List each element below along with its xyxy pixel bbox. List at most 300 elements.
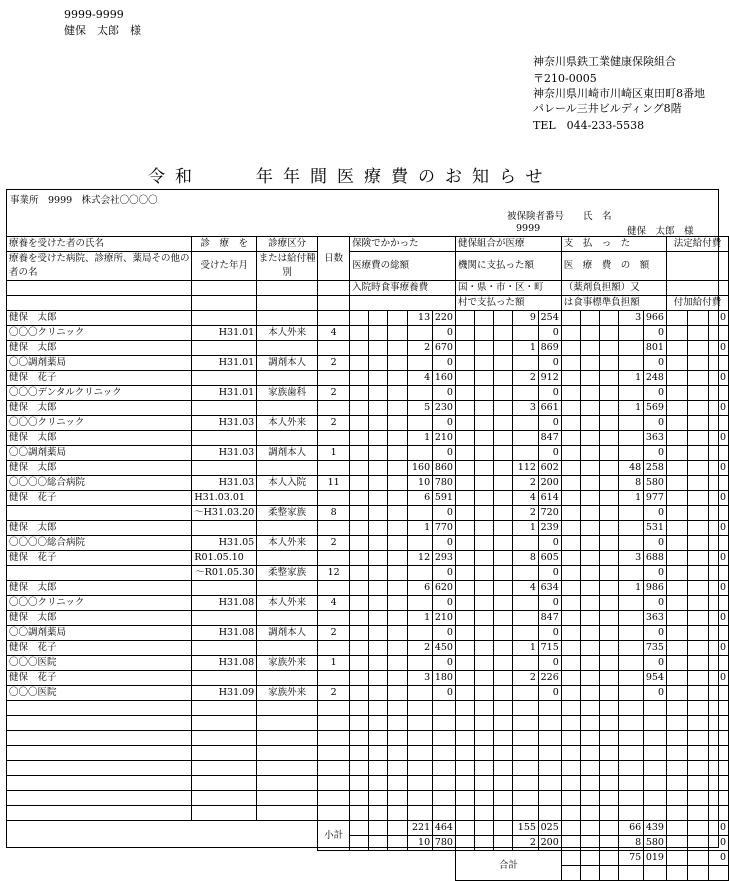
self-units: 954 bbox=[644, 671, 667, 686]
total-units: 450 bbox=[433, 641, 456, 656]
meal-units: 0 bbox=[433, 626, 456, 641]
empty-cell bbox=[350, 311, 369, 326]
empty-cell bbox=[475, 776, 494, 791]
total-thousands: 2 bbox=[407, 641, 433, 656]
empty-cell bbox=[455, 416, 474, 431]
empty-cell bbox=[369, 701, 388, 716]
facility-name: 〇〇〇〇総合病院 bbox=[7, 536, 192, 551]
empty-cell bbox=[708, 746, 728, 761]
empty-cell bbox=[350, 776, 369, 791]
patient-name: 健保 花子 bbox=[7, 551, 192, 566]
insured-name: 健保 太郎 様 bbox=[627, 226, 694, 237]
empty-cell bbox=[687, 611, 708, 626]
empty-cell bbox=[687, 776, 708, 791]
self-units: 363 bbox=[644, 611, 667, 626]
empty-cell bbox=[369, 551, 388, 566]
header-total1: 保険でかかった bbox=[350, 237, 456, 252]
empty-cell bbox=[494, 596, 513, 611]
empty-cell bbox=[600, 851, 619, 866]
empty-cell bbox=[708, 761, 728, 776]
meal-thousands bbox=[407, 566, 433, 581]
header-self1: 支 払 っ た bbox=[561, 237, 666, 252]
self-units: 363 bbox=[644, 431, 667, 446]
facility-name: 〇〇調剤薬局 bbox=[7, 446, 192, 461]
empty-cell bbox=[600, 611, 619, 626]
legal-benefit: 0 bbox=[708, 551, 728, 566]
empty-cell bbox=[369, 806, 388, 821]
treatment-month: H31.01 bbox=[192, 386, 257, 401]
treatment-category: 家族歯科 bbox=[257, 386, 318, 401]
empty-cell bbox=[666, 476, 687, 491]
empty-cell bbox=[494, 461, 513, 476]
empty-cell bbox=[561, 476, 580, 491]
public-thousands bbox=[513, 656, 539, 671]
empty-cell bbox=[494, 356, 513, 371]
empty-cell bbox=[388, 506, 407, 521]
empty-cell bbox=[388, 701, 407, 716]
empty-cell bbox=[561, 326, 580, 341]
treatment-days: 2 bbox=[318, 416, 350, 431]
meal-thousands bbox=[407, 536, 433, 551]
empty-cell bbox=[369, 566, 388, 581]
empty-cell bbox=[687, 311, 708, 326]
empty-cell bbox=[7, 746, 192, 761]
empty-cell bbox=[369, 761, 388, 776]
empty-cell bbox=[475, 326, 494, 341]
meal-self-thousands bbox=[619, 506, 644, 521]
patient-name: 健保 太郎 bbox=[7, 611, 192, 626]
empty-cell bbox=[666, 521, 687, 536]
empty-cell bbox=[475, 431, 494, 446]
empty-cell bbox=[369, 611, 388, 626]
empty-cell bbox=[561, 611, 580, 626]
empty-cell bbox=[708, 446, 728, 461]
facility-name bbox=[7, 566, 192, 581]
public-thousands bbox=[513, 536, 539, 551]
empty-cell bbox=[666, 341, 687, 356]
paid-thousands: 1 bbox=[513, 641, 539, 656]
empty-cell bbox=[687, 491, 708, 506]
empty-cell bbox=[561, 851, 580, 866]
empty-cell bbox=[561, 536, 580, 551]
empty-cell bbox=[350, 656, 369, 671]
empty-cell bbox=[561, 311, 580, 326]
empty-cell bbox=[666, 356, 687, 371]
empty-cell bbox=[494, 821, 513, 836]
empty-cell bbox=[455, 476, 474, 491]
empty-cell bbox=[561, 461, 580, 476]
treatment-month: H31.05 bbox=[192, 536, 257, 551]
empty-cell bbox=[580, 326, 599, 341]
empty-cell bbox=[708, 416, 728, 431]
treatment-month-from bbox=[192, 641, 257, 656]
meal-thousands bbox=[407, 356, 433, 371]
empty-cell bbox=[538, 701, 561, 716]
paid-thousands bbox=[513, 431, 539, 446]
empty-cell bbox=[388, 386, 407, 401]
header-month2: 受けた年月 bbox=[192, 252, 257, 281]
empty-cell bbox=[369, 341, 388, 356]
empty-cell bbox=[407, 746, 433, 761]
total-thousands: 12 bbox=[407, 551, 433, 566]
empty-cell bbox=[388, 371, 407, 386]
meal-self-thousands bbox=[619, 656, 644, 671]
empty-cell bbox=[318, 776, 350, 791]
treatment-days: 2 bbox=[318, 356, 350, 371]
empty-cell bbox=[580, 851, 599, 866]
empty-cell bbox=[192, 716, 257, 731]
empty-cell bbox=[666, 671, 687, 686]
treatment-category: 柔整家族 bbox=[257, 566, 318, 581]
meal-thousands bbox=[407, 416, 433, 431]
treatment-month: H31.01 bbox=[192, 356, 257, 371]
total-thousands: 160 bbox=[407, 461, 433, 476]
empty-cell bbox=[494, 611, 513, 626]
kubun-blank bbox=[257, 341, 318, 356]
empty-cell bbox=[407, 791, 433, 806]
empty-cell bbox=[318, 701, 350, 716]
legal-benefit: 0 bbox=[708, 671, 728, 686]
empty-cell bbox=[369, 641, 388, 656]
empty-cell bbox=[561, 656, 580, 671]
empty-cell bbox=[350, 746, 369, 761]
empty-cell bbox=[513, 746, 539, 761]
empty-cell bbox=[580, 776, 599, 791]
empty-cell bbox=[600, 701, 619, 716]
empty-cell bbox=[318, 791, 350, 806]
empty-cell bbox=[475, 671, 494, 686]
subtotal-self-thousands: 66 bbox=[619, 821, 644, 836]
empty-cell bbox=[350, 431, 369, 446]
empty-cell bbox=[455, 551, 474, 566]
empty-cell bbox=[600, 626, 619, 641]
header-blank bbox=[350, 296, 456, 311]
empty-cell bbox=[369, 791, 388, 806]
meal-units: 0 bbox=[433, 356, 456, 371]
empty-row bbox=[7, 806, 729, 821]
empty-cell bbox=[407, 701, 433, 716]
kubun-blank bbox=[257, 401, 318, 416]
empty-cell bbox=[407, 716, 433, 731]
empty-cell bbox=[708, 596, 728, 611]
empty-cell bbox=[388, 641, 407, 656]
meal-self-thousands bbox=[619, 356, 644, 371]
meal-thousands bbox=[407, 596, 433, 611]
empty-cell bbox=[494, 641, 513, 656]
table-row bbox=[7, 311, 729, 326]
empty-cell bbox=[388, 536, 407, 551]
empty-cell bbox=[687, 356, 708, 371]
subtotal-meal-units: 780 bbox=[433, 836, 456, 851]
empty-cell bbox=[708, 791, 728, 806]
kubun-blank bbox=[257, 551, 318, 566]
total-units: 180 bbox=[433, 671, 456, 686]
header-kubun2: または給付種別 bbox=[257, 252, 318, 281]
empty-cell bbox=[455, 356, 474, 371]
header-blank bbox=[257, 296, 318, 311]
public-thousands bbox=[513, 326, 539, 341]
empty-cell bbox=[708, 686, 728, 701]
empty-cell bbox=[455, 611, 474, 626]
empty-cell bbox=[708, 626, 728, 641]
legal-benefit: 0 bbox=[708, 581, 728, 596]
empty-cell bbox=[561, 521, 580, 536]
empty-cell bbox=[644, 746, 667, 761]
paid-thousands: 112 bbox=[513, 461, 539, 476]
total-thousands: 2 bbox=[407, 341, 433, 356]
empty-cell bbox=[600, 836, 619, 851]
total-units: 591 bbox=[433, 491, 456, 506]
empty-cell bbox=[407, 776, 433, 791]
public-thousands bbox=[513, 566, 539, 581]
empty-cell bbox=[369, 626, 388, 641]
subtotal-added: 0 bbox=[708, 836, 728, 851]
empty-cell bbox=[600, 776, 619, 791]
subtotal-legal: 0 bbox=[708, 821, 728, 836]
empty-cell bbox=[475, 401, 494, 416]
empty-cell bbox=[318, 746, 350, 761]
empty-cell bbox=[369, 356, 388, 371]
meal-self-units: 0 bbox=[644, 326, 667, 341]
empty-cell bbox=[350, 416, 369, 431]
empty-cell bbox=[600, 746, 619, 761]
empty-cell bbox=[350, 521, 369, 536]
treatment-days: 12 bbox=[318, 566, 350, 581]
medical-expense-table bbox=[6, 236, 729, 881]
empty-cell bbox=[455, 461, 474, 476]
empty-cell bbox=[455, 536, 474, 551]
kubun-blank bbox=[257, 521, 318, 536]
empty-cell bbox=[369, 326, 388, 341]
empty-cell bbox=[388, 581, 407, 596]
days-blank bbox=[318, 341, 350, 356]
empty-cell bbox=[600, 806, 619, 821]
empty-cell bbox=[600, 476, 619, 491]
empty-cell bbox=[257, 761, 318, 776]
header-name1: 療養を受けた者の氏名 bbox=[7, 237, 192, 252]
empty-cell bbox=[494, 386, 513, 401]
meal-self-units: 0 bbox=[644, 686, 667, 701]
empty-cell bbox=[600, 371, 619, 386]
empty-cell bbox=[350, 461, 369, 476]
empty-cell bbox=[644, 776, 667, 791]
subtotal-total-units: 464 bbox=[433, 821, 456, 836]
public-units: 0 bbox=[538, 446, 561, 461]
table-row bbox=[7, 551, 729, 566]
treatment-month-from bbox=[192, 671, 257, 686]
empty-cell bbox=[666, 806, 687, 821]
empty-cell bbox=[687, 581, 708, 596]
empty-cell bbox=[369, 521, 388, 536]
empty-cell bbox=[708, 506, 728, 521]
public-thousands bbox=[513, 356, 539, 371]
treatment-month: H31.01 bbox=[192, 326, 257, 341]
empty-cell bbox=[494, 701, 513, 716]
empty-cell bbox=[561, 821, 580, 836]
empty-cell bbox=[455, 491, 474, 506]
empty-row bbox=[7, 791, 729, 806]
empty-cell bbox=[561, 446, 580, 461]
empty-cell bbox=[687, 866, 708, 881]
empty-cell bbox=[475, 341, 494, 356]
public-thousands bbox=[513, 596, 539, 611]
empty-cell bbox=[619, 701, 644, 716]
empty-cell bbox=[561, 746, 580, 761]
kubun-blank bbox=[257, 431, 318, 446]
total-units: 210 bbox=[433, 431, 456, 446]
empty-cell bbox=[708, 476, 728, 491]
facility-name: 〇〇調剤薬局 bbox=[7, 356, 192, 371]
empty-cell bbox=[475, 536, 494, 551]
empty-cell bbox=[580, 416, 599, 431]
empty-cell bbox=[455, 566, 474, 581]
empty-cell bbox=[619, 731, 644, 746]
empty-cell bbox=[433, 776, 456, 791]
meal-self-units: 0 bbox=[644, 566, 667, 581]
self-units: 977 bbox=[644, 491, 667, 506]
empty-cell bbox=[455, 446, 474, 461]
days-blank bbox=[318, 671, 350, 686]
empty-cell bbox=[455, 716, 474, 731]
empty-cell bbox=[538, 746, 561, 761]
empty-cell bbox=[666, 326, 687, 341]
empty-cell bbox=[257, 731, 318, 746]
paid-units: 239 bbox=[538, 521, 561, 536]
empty-cell bbox=[666, 566, 687, 581]
empty-cell bbox=[388, 341, 407, 356]
empty-cell bbox=[257, 746, 318, 761]
empty-cell bbox=[350, 476, 369, 491]
empty-row bbox=[7, 701, 729, 716]
empty-cell bbox=[580, 401, 599, 416]
empty-cell bbox=[475, 611, 494, 626]
empty-cell bbox=[455, 431, 474, 446]
header-paid4: 村で支払った額 bbox=[455, 296, 561, 311]
empty-cell bbox=[350, 506, 369, 521]
treatment-category: 本人外来 bbox=[257, 536, 318, 551]
empty-cell bbox=[369, 416, 388, 431]
empty-cell bbox=[600, 431, 619, 446]
empty-cell bbox=[666, 866, 687, 881]
empty-cell bbox=[619, 866, 644, 881]
empty-cell bbox=[388, 821, 407, 836]
empty-cell bbox=[388, 521, 407, 536]
paid-units: 226 bbox=[538, 671, 561, 686]
empty-cell bbox=[619, 746, 644, 761]
treatment-month: H31.03 bbox=[192, 446, 257, 461]
empty-cell bbox=[494, 311, 513, 326]
empty-cell bbox=[433, 761, 456, 776]
empty-cell bbox=[666, 431, 687, 446]
empty-cell bbox=[687, 821, 708, 836]
paid-units: 254 bbox=[538, 311, 561, 326]
total-units: 770 bbox=[433, 521, 456, 536]
recipient-postal: 9999-9999 bbox=[64, 8, 124, 21]
empty-cell bbox=[350, 326, 369, 341]
treatment-month: H31.03 bbox=[192, 476, 257, 491]
table-row bbox=[7, 671, 729, 686]
patient-name: 健保 太郎 bbox=[7, 431, 192, 446]
empty-cell bbox=[600, 311, 619, 326]
patient-name: 健保 花子 bbox=[7, 491, 192, 506]
empty-cell bbox=[708, 731, 728, 746]
legal-benefit: 0 bbox=[708, 521, 728, 536]
treatment-category: 家族外来 bbox=[257, 656, 318, 671]
header-blank bbox=[192, 296, 257, 311]
empty-cell bbox=[580, 866, 599, 881]
empty-cell bbox=[455, 836, 474, 851]
empty-cell bbox=[388, 836, 407, 851]
empty-cell bbox=[600, 521, 619, 536]
header-blank bbox=[7, 296, 192, 311]
legal-benefit: 0 bbox=[708, 341, 728, 356]
empty-cell bbox=[494, 581, 513, 596]
treatment-month: H31.08 bbox=[192, 656, 257, 671]
days-blank bbox=[318, 401, 350, 416]
meal-self-thousands bbox=[619, 386, 644, 401]
grand-self-thousands: 75 bbox=[619, 851, 644, 866]
empty-cell bbox=[192, 761, 257, 776]
empty-cell bbox=[708, 716, 728, 731]
days-blank bbox=[318, 431, 350, 446]
empty-row bbox=[7, 746, 729, 761]
empty-cell bbox=[687, 701, 708, 716]
empty-cell bbox=[644, 731, 667, 746]
empty-cell bbox=[369, 581, 388, 596]
paid-thousands: 4 bbox=[513, 581, 539, 596]
days-blank bbox=[318, 611, 350, 626]
empty-cell bbox=[644, 716, 667, 731]
empty-cell bbox=[388, 416, 407, 431]
table-row bbox=[7, 596, 729, 611]
empty-cell bbox=[388, 776, 407, 791]
empty-cell bbox=[475, 686, 494, 701]
empty-cell bbox=[666, 761, 687, 776]
self-units: 688 bbox=[644, 551, 667, 566]
empty-cell bbox=[350, 356, 369, 371]
table-row bbox=[7, 656, 729, 671]
treatment-category: 本人外来 bbox=[257, 326, 318, 341]
public-units: 720 bbox=[538, 506, 561, 521]
empty-cell bbox=[600, 461, 619, 476]
empty-cell bbox=[687, 836, 708, 851]
meal-units: 0 bbox=[433, 446, 456, 461]
self-thousands: 1 bbox=[619, 581, 644, 596]
treatment-days: 2 bbox=[318, 686, 350, 701]
empty-cell bbox=[600, 821, 619, 836]
facility-name: 〇〇〇医院 bbox=[7, 686, 192, 701]
empty-cell bbox=[388, 461, 407, 476]
paid-thousands: 2 bbox=[513, 371, 539, 386]
empty-cell bbox=[318, 761, 350, 776]
empty-cell bbox=[350, 761, 369, 776]
empty-cell bbox=[369, 461, 388, 476]
insurer-building: パレール三井ビルディング8階 bbox=[533, 102, 682, 115]
empty-cell bbox=[600, 716, 619, 731]
empty-cell bbox=[350, 401, 369, 416]
meal-self-units: 0 bbox=[644, 386, 667, 401]
empty-cell bbox=[580, 551, 599, 566]
paid-thousands: 8 bbox=[513, 551, 539, 566]
header-paid1: 健保組合が医療 bbox=[455, 237, 561, 252]
empty-cell bbox=[475, 806, 494, 821]
empty-cell bbox=[666, 371, 687, 386]
treatment-days: 1 bbox=[318, 656, 350, 671]
self-units: 248 bbox=[644, 371, 667, 386]
paid-units: 602 bbox=[538, 461, 561, 476]
empty-cell bbox=[561, 581, 580, 596]
self-thousands: 1 bbox=[619, 491, 644, 506]
